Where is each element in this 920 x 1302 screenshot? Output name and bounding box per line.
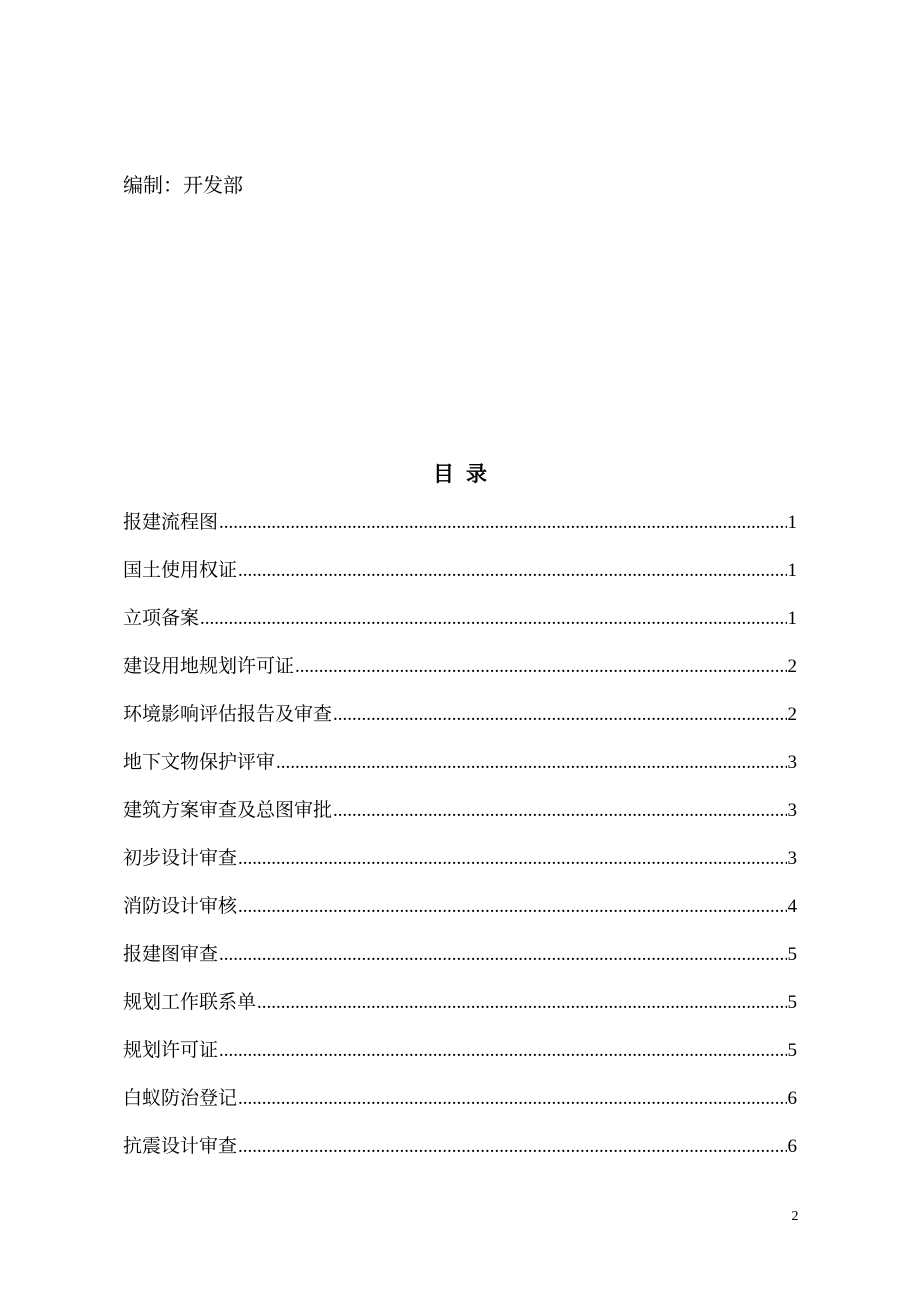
toc-entry-label: 规划许可证 bbox=[123, 1039, 219, 1061]
toc-entry-label: 报建图审查 bbox=[123, 943, 219, 965]
toc-leader-dots bbox=[238, 555, 786, 587]
toc-entry-label: 立项备案 bbox=[123, 607, 200, 629]
toc-entry-page: 1 bbox=[787, 560, 797, 581]
toc-entry-label: 初步设计审查 bbox=[123, 847, 238, 869]
toc-leader-dots bbox=[200, 603, 786, 635]
toc-entry-page: 6 bbox=[787, 1088, 797, 1109]
toc-entry-page: 4 bbox=[787, 896, 797, 917]
toc-leader-dots bbox=[257, 987, 786, 1019]
toc-leader-dots bbox=[238, 1083, 786, 1115]
toc-leader-dots bbox=[219, 1035, 786, 1067]
toc-entry-label: 白蚁防治登记 bbox=[123, 1087, 238, 1109]
toc-entry[interactable] bbox=[123, 890, 797, 938]
toc-entry[interactable] bbox=[123, 650, 797, 698]
toc-leader-dots bbox=[295, 651, 786, 683]
toc-entry-label: 消防设计审核 bbox=[123, 895, 238, 917]
toc-entry[interactable] bbox=[123, 938, 797, 986]
toc-leader-dots bbox=[238, 843, 786, 875]
toc-entry-page: 5 bbox=[787, 992, 797, 1013]
toc-title: 目录 bbox=[433, 461, 499, 486]
toc-entry-label: 规划工作联系单 bbox=[123, 991, 257, 1013]
toc-entry[interactable] bbox=[123, 554, 797, 602]
toc-entry-label: 环境影响评估报告及审查 bbox=[123, 703, 333, 725]
toc-entry-label: 国土使用权证 bbox=[123, 559, 238, 581]
toc-leader-dots bbox=[333, 699, 786, 731]
toc-leader-dots bbox=[333, 795, 786, 827]
toc-entry-page: 5 bbox=[787, 1040, 797, 1061]
compiler-line: 编制：开发部 bbox=[123, 173, 243, 197]
table-of-contents bbox=[123, 506, 797, 1178]
toc-entry-label: 地下文物保护评审 bbox=[123, 751, 276, 773]
toc-entry-page: 3 bbox=[787, 752, 797, 773]
toc-entry-page: 6 bbox=[787, 1136, 797, 1157]
toc-entry[interactable] bbox=[123, 698, 797, 746]
toc-entry[interactable] bbox=[123, 1034, 797, 1082]
toc-entry-page: 3 bbox=[787, 848, 797, 869]
toc-entry[interactable] bbox=[123, 746, 797, 794]
toc-leader-dots bbox=[238, 1131, 786, 1163]
toc-entry-label: 报建流程图 bbox=[123, 511, 219, 533]
toc-entry-page: 5 bbox=[787, 944, 797, 965]
toc-entry-page: 1 bbox=[787, 512, 797, 533]
toc-leader-dots bbox=[238, 891, 786, 923]
toc-leader-dots bbox=[276, 747, 786, 779]
toc-entry[interactable] bbox=[123, 1130, 797, 1178]
toc-leader-dots bbox=[219, 507, 786, 539]
toc-entry-page: 1 bbox=[787, 608, 797, 629]
toc-entry-label: 建筑方案审查及总图审批 bbox=[123, 799, 333, 821]
toc-entry-page: 2 bbox=[787, 704, 797, 725]
toc-entry[interactable] bbox=[123, 794, 797, 842]
toc-entry[interactable] bbox=[123, 842, 797, 890]
toc-entry-label: 抗震设计审查 bbox=[123, 1135, 238, 1157]
toc-entry-page: 3 bbox=[787, 800, 797, 821]
toc-entry-label: 建设用地规划许可证 bbox=[123, 655, 295, 677]
toc-entry[interactable] bbox=[123, 506, 797, 554]
page-number: 2 bbox=[791, 1209, 799, 1224]
toc-entry[interactable] bbox=[123, 1082, 797, 1130]
toc-entry[interactable] bbox=[123, 602, 797, 650]
toc-entry-page: 2 bbox=[787, 656, 797, 677]
toc-leader-dots bbox=[219, 939, 786, 971]
toc-entry[interactable] bbox=[123, 986, 797, 1034]
